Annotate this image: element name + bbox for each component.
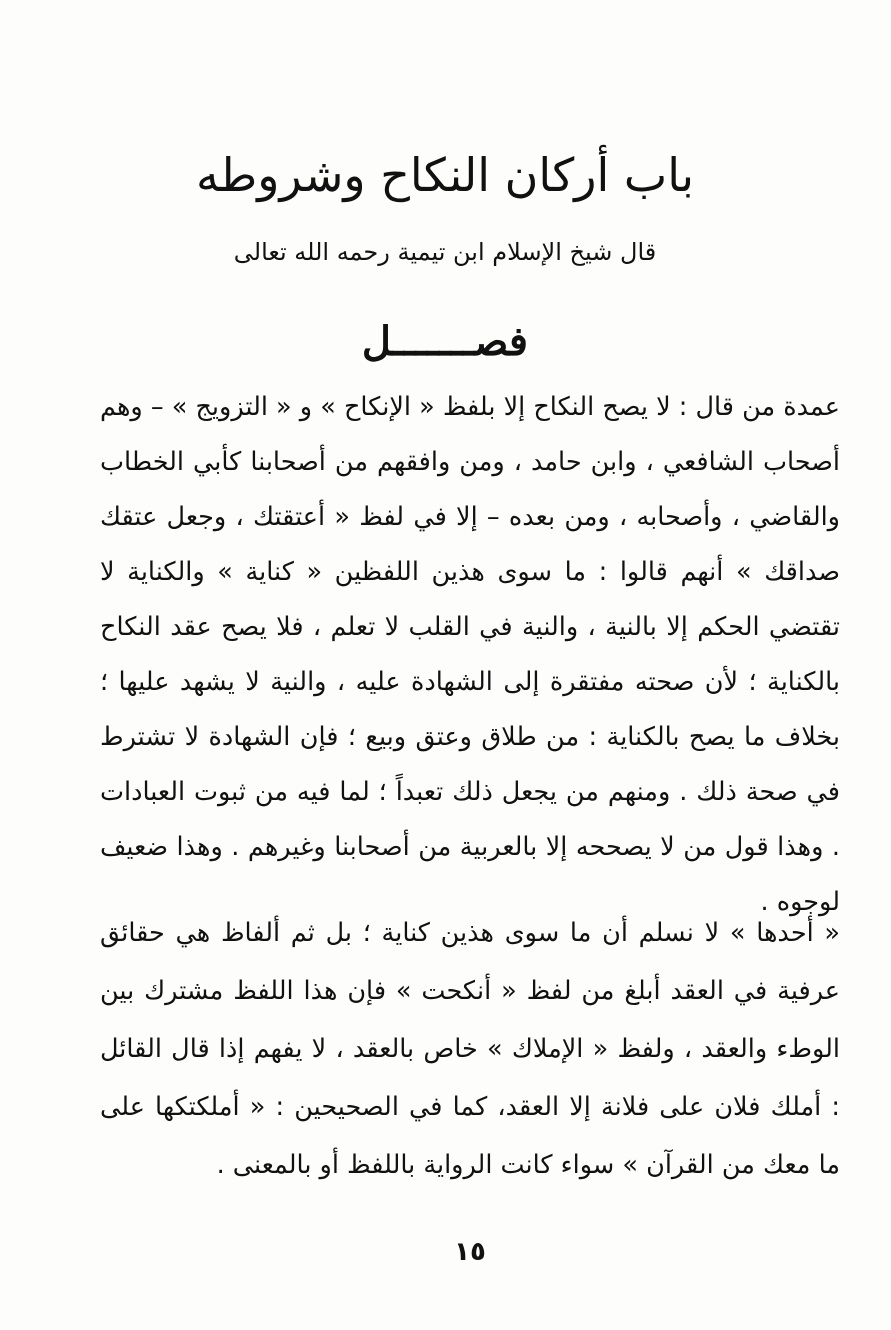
attribution-line: قال شيخ الإسلام ابن تيمية رحمه الله تعالى [233,238,657,266]
section-heading: فصـــــــل [361,318,529,365]
chapter-title: باب أركان النكاح وشروطه [195,148,695,202]
paragraph-2: « أحدها » لا نسلم أن ما سوى هذين كناية ؛ بل ثم ألفاظ هي حقائق عرفية في العقد أبلغ من لفظ « أنكحت » فإن هذا اللفظ مشترك بين الوطء والعقد ، ولفظ « الإملاك » خاص بالعقد ، لا يفهم إذا قال القائل : أملك فلان على فلانة إلا العقد، كما في الصحيحين : « أملكتكها على ما معك من القرآن » سواء كانت الرواية باللفظ أو بالمعنى . [100,918,840,1180]
page-number: ١٥ [454,1237,486,1267]
paragraph-1: عمدة من قال : لا يصح النكاح إلا بلفظ « الإنكاح » و « التزويج » – وهم أصحاب الشافعي ، وابن حامد ، ومن وافقهم من أصحابنا كأبي الخطاب والقاضي ، وأصحابه ، ومن بعده – إلا في لفظ « أعتقتك ، وجعل عتقك صداقك » أنهم قالوا : ما سوى هذين اللفظين « كناية » والكناية لا تقتضي الحكم إلا بالنية ، والنية في القلب لا تعلم ، فلا يصح عقد النكاح بالكناية ؛ لأن صحته مفتقرة إلى الشهادة عليه ، والنية لا يشهد عليها ؛ بخلاف ما يصح بالكناية : من طلاق وعتق وبيع ؛ فإن الشهادة لا تشترط في صحة ذلك . ومنهم من يجعل ذلك تعبداً ؛ لما فيه من ثبوت العبادات . وهذا قول من لا يصححه إلا بالعربية من أصحابنا وغيرهم . وهذا ضعيف لوجوه . [100,392,840,917]
